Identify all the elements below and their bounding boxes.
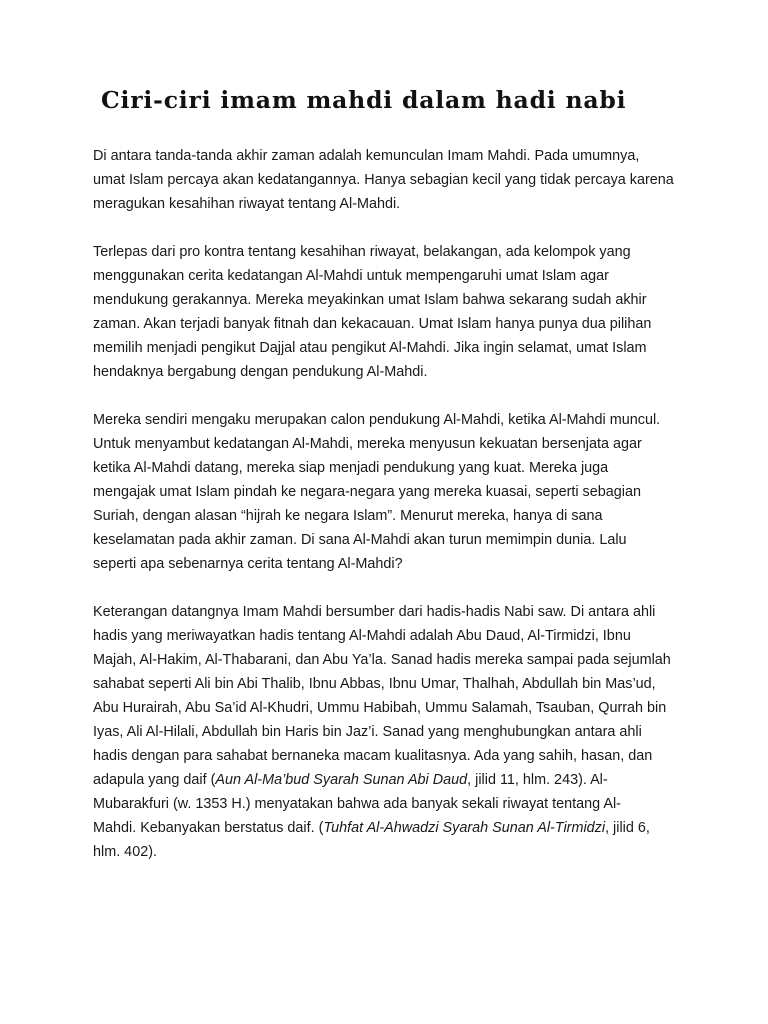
text-line: Mereka sendiri mengaku merupakan calon pendukung Al-Mahdi, ketika Al-Mahdi muncul. [93, 412, 661, 428]
text-line: Iyas, Ali Al-Hilali, Abdullah bin Haris bin Jaz’i. Sanad yang menghubungkan antara ahli [93, 724, 642, 740]
text-line [93, 816, 693, 840]
paragraph-1 [93, 144, 693, 216]
text-run: Mahdi. Kebanyakan berstatus daif. ( [93, 820, 324, 836]
text-line: hadis dengan para sahabat bernaneka macam kualitasnya. Ada yang sahih, hasan, dan [93, 748, 653, 764]
text-line: meragukan kesahihan riwayat tentang Al-Mahdi. [93, 196, 401, 212]
text-line: Di antara tanda-tanda akhir zaman adalah kemunculan Imam Mahdi. Pada umumnya, [93, 148, 640, 164]
text-line: Suriah, dengan alasan “hijrah ke negara Islam”. Menurut mereka, hanya di sana [93, 508, 603, 524]
paragraph-3 [93, 408, 693, 576]
text-line: mengajak umat Islam pindah ke negara-negara yang mereka kuasai, seperti sebagian [93, 484, 641, 500]
text-line: umat Islam percaya akan kedatangannya. Hanya sebagian kecil yang tidak percaya karena [93, 172, 674, 188]
text-line: keselamatan pada akhir zaman. Di sana Al-Mahdi akan turun memimpin dunia. Lalu [93, 532, 627, 548]
text-line: Keterangan datangnya Imam Mahdi bersumber dari hadis-hadis Nabi saw. Di antara ahli [93, 604, 656, 620]
text-line: mendukung gerakannya. Mereka meyakinkan umat Islam bahwa sekarang sudah akhir [93, 292, 647, 308]
document-body [93, 144, 693, 888]
citation-title: Aun Al-Ma’bud Syarah Sunan Abi Daud [215, 772, 468, 788]
text-line: Untuk menyambut kedatangan Al-Mahdi, mereka menyusun kekuatan bersenjata agar [93, 436, 642, 452]
text-line: Abu Hurairah, Abu Sa’id Al-Khudri, Ummu Habibah, Ummu Salamah, Tsauban, Qurrah bin [93, 700, 667, 716]
text-line: Mubarakfuri (w. 1353 H.) menyatakan bahwa ada banyak sekali riwayat tentang Al- [93, 796, 621, 812]
text-line: seperti apa sebenarnya cerita tentang Al-Mahdi? [93, 556, 403, 572]
text-line: ketika Al-Mahdi datang, mereka siap menjadi pendukung yang kuat. Mereka juga [93, 460, 609, 476]
text-line: hlm. 402). [93, 844, 157, 860]
text-line: Terlepas dari pro kontra tentang kesahihan riwayat, belakangan, ada kelompok yang [93, 244, 631, 260]
text-run: , jilid 11, hlm. 243). Al- [467, 772, 608, 788]
text-line: menggunakan cerita kedatangan Al-Mahdi untuk mempengaruhi umat Islam agar [93, 268, 609, 284]
text-line [93, 768, 693, 792]
text-line: memilih menjadi pengikut Dajjal atau pengikut Al-Mahdi. Jika ingin selamat, umat Islam [93, 340, 647, 356]
text-line: zaman. Akan terjadi banyak fitnah dan kekacauan. Umat Islam hanya punya dua pilihan [93, 316, 652, 332]
page-title: Ciri-ciri imam mahdi dalam hadi nabi [101, 86, 627, 114]
text-line: Majah, Al-Hakim, Al-Thabarani, dan Abu Ya’la. Sanad hadis mereka sampai pada sejumlah [93, 652, 671, 668]
text-line: sahabat seperti Ali bin Abi Thalib, Ibnu Abbas, Ibnu Umar, Thalhah, Abdullah bin Mas’ud, [93, 676, 656, 692]
citation-title: Tuhfat Al-Ahwadzi Syarah Sunan Al-Tirmidzi [323, 820, 606, 836]
text-run: adapula yang daif ( [93, 772, 216, 788]
text-line: hadis yang meriwayatkan hadis tentang Al-Mahdi adalah Abu Daud, Al-Tirmidzi, Ibnu [93, 628, 631, 644]
paragraph-2 [93, 240, 693, 384]
text-line: hendaknya bergabung dengan pendukung Al-Mahdi. [93, 364, 428, 380]
text-run: , jilid 6, [605, 820, 650, 836]
paragraph-4 [93, 600, 693, 864]
